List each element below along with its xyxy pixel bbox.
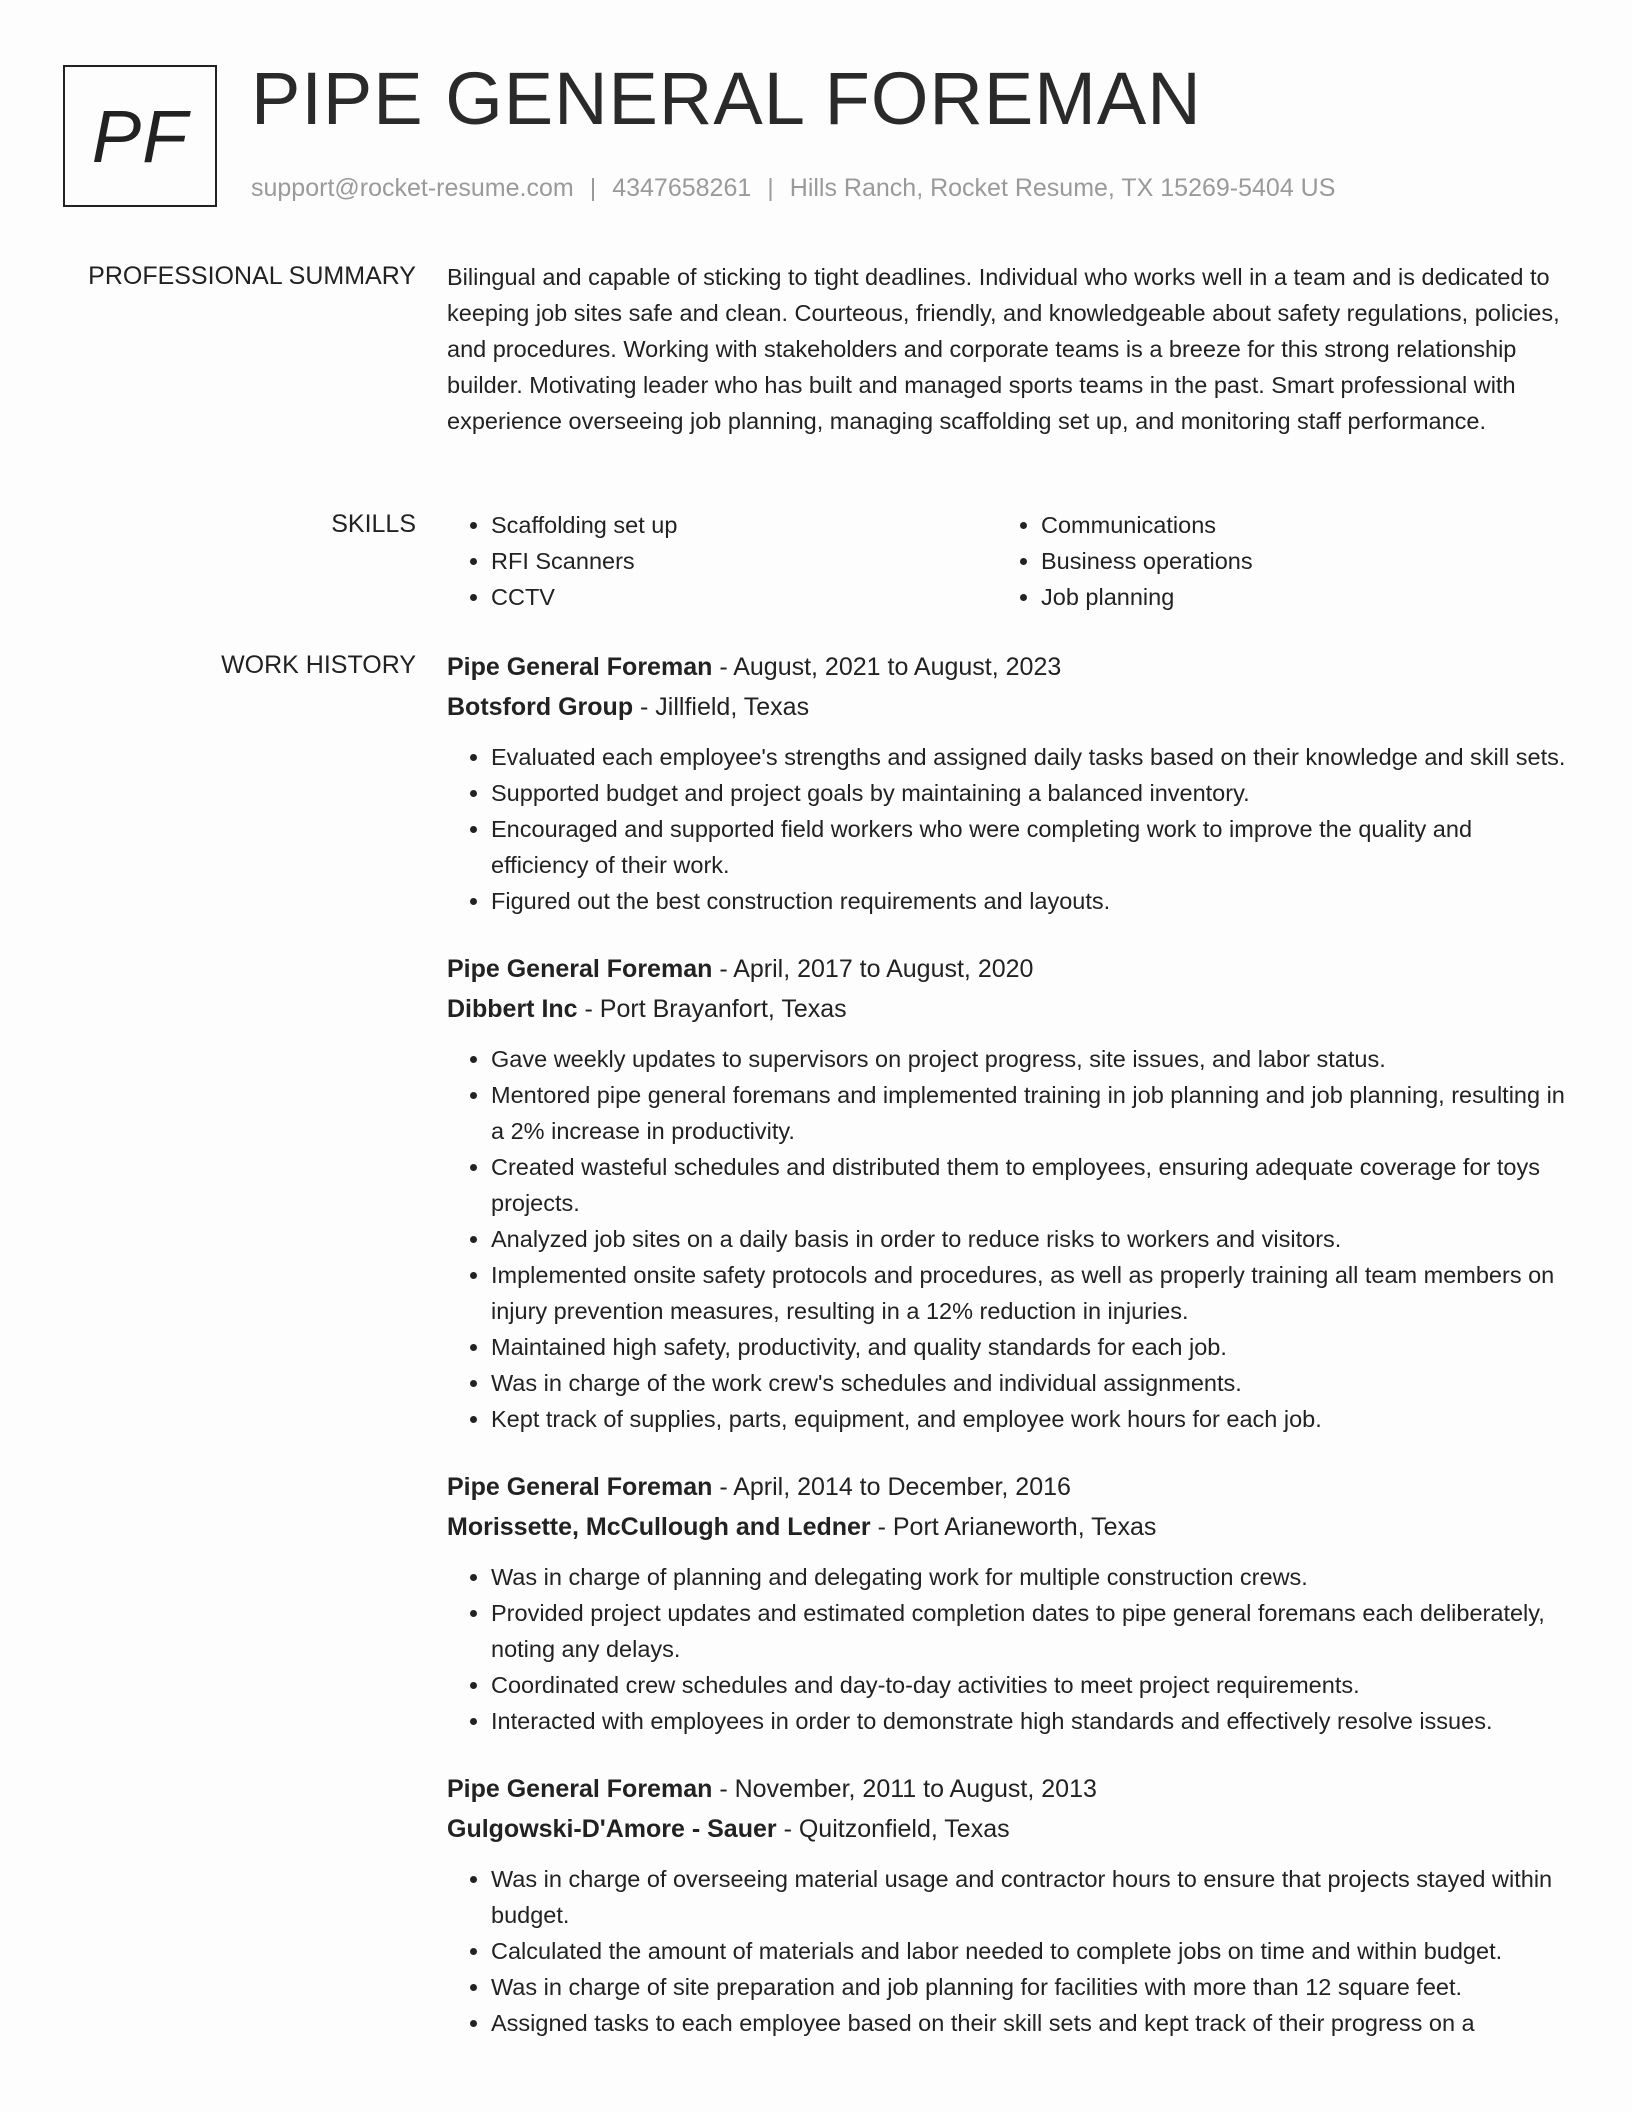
contact-line <box>251 174 1335 203</box>
contact-phone[interactable]: 4347658261 <box>612 174 752 202</box>
skills-section <box>447 507 1567 615</box>
job-company-line <box>447 687 1567 727</box>
job-duty-item: • Kept track of supplies, parts, equipment, and employee work hours for each job. <box>491 1401 1567 1437</box>
job-company-line <box>447 1507 1567 1547</box>
job-duty-item: • Was in charge of the work crew's schedules and individual assignments. <box>491 1365 1567 1401</box>
summary-section <box>447 259 1567 439</box>
monogram-logo: PF <box>63 65 217 207</box>
job-entry <box>447 647 1567 919</box>
summary-text: Bilingual and capable of sticking to tight deadlines. Individual who works well in a team and is dedicated to keeping job sites safe and clean. Courteous, friendly, and knowledgeable about safety regulations, policies, and procedures. Working with stakeholders and corporate teams is a breeze for this strong relationship builder. Motivating leader who has built and managed sports teams in the past. Smart professional with experience overseeing job planning, managing scaffolding set up, and monitoring staff performance. <box>447 264 1560 434</box>
skill-item: • Communications <box>1041 507 1547 543</box>
job-company: Dibbert Inc <box>447 995 578 1023</box>
job-entry <box>447 949 1567 1437</box>
job-company: Gulgowski-D'Amore - Sauer <box>447 1815 777 1843</box>
contact-address: Hills Ranch, Rocket Resume, TX 15269-5404 US <box>789 174 1336 202</box>
job-duty-item: • Provided project updates and estimated completion dates to pipe general foremans each deliberately, noting any delays. <box>491 1595 1567 1667</box>
skills-column-1 <box>447 507 997 615</box>
job-company-line <box>447 989 1567 1029</box>
job-entry <box>447 1769 1567 2041</box>
job-duty-item: • Analyzed job sites on a daily basis in order to reduce risks to workers and visitors. <box>491 1221 1567 1257</box>
job-title-line <box>447 949 1567 989</box>
job-duty-item: • Assigned tasks to each employee based on their skill sets and kept track of their progress on a <box>491 2005 1567 2041</box>
job-duty-item: • Calculated the amount of materials and labor needed to complete jobs on time and within budget. <box>491 1933 1567 1969</box>
job-title: Pipe General Foreman <box>447 1775 713 1803</box>
job-location: - Port Brayanfort, Texas <box>577 995 847 1023</box>
job-duty-item: • Encouraged and supported field workers who were completing work to improve the quality and efficiency of their work. <box>491 811 1567 883</box>
job-duty-item: • Figured out the best construction requirements and layouts. <box>491 883 1567 919</box>
job-duty-item: • Implemented onsite safety protocols and procedures, as well as properly training all team members on injury prevention measures, resulting in a 12% reduction in injuries. <box>491 1257 1567 1329</box>
job-duty-item: • Mentored pipe general foremans and implemented training in job planning and job planning, resulting in a 2% increase in productivity. <box>491 1077 1567 1149</box>
job-company: Morissette, McCullough and Ledner <box>447 1513 871 1541</box>
summary-section-label: PROFESSIONAL SUMMARY <box>88 262 416 290</box>
contact-email[interactable]: support@rocket-resume.com <box>251 174 574 202</box>
skills-grid <box>447 507 1567 615</box>
job-location: - Jillfield, Texas <box>633 693 810 721</box>
job-duty-item: • Evaluated each employee's strengths and assigned daily tasks based on their knowledge and skill sets. <box>491 739 1567 775</box>
job-title: Pipe General Foreman <box>447 1473 713 1501</box>
job-duty-item: • Supported budget and project goals by maintaining a balanced inventory. <box>491 775 1567 811</box>
candidate-name: PIPE GENERAL FOREMAN <box>251 57 1202 140</box>
job-dates: - August, 2021 to August, 2023 <box>712 653 1062 681</box>
job-duty-item: • Coordinated crew schedules and day-to-day activities to meet project requirements. <box>491 1667 1567 1703</box>
job-duty-item: • Created wasteful schedules and distributed them to employees, ensuring adequate coverage for toys projects. <box>491 1149 1567 1221</box>
job-duty-item: • Was in charge of planning and delegating work for multiple construction crews. <box>491 1559 1567 1595</box>
skills-column-2 <box>997 507 1547 615</box>
job-dates: - November, 2011 to August, 2013 <box>712 1775 1097 1803</box>
work-history-section <box>447 647 1567 2071</box>
job-title-line <box>447 1467 1567 1507</box>
skill-item: • Scaffolding set up <box>491 507 997 543</box>
job-duty-item: • Was in charge of site preparation and job planning for facilities with more than 12 square feet. <box>491 1969 1567 2005</box>
job-duties-list <box>447 1861 1567 2041</box>
job-title-line <box>447 1769 1567 1809</box>
job-dates: - April, 2017 to August, 2020 <box>712 955 1034 983</box>
job-company-line <box>447 1809 1567 1849</box>
job-duty-item: • Maintained high safety, productivity, and quality standards for each job. <box>491 1329 1567 1365</box>
job-duty-item: • Gave weekly updates to supervisors on project progress, site issues, and labor status. <box>491 1041 1567 1077</box>
job-company: Botsford Group <box>447 693 634 721</box>
job-location: - Port Arianeworth, Texas <box>870 1513 1157 1541</box>
contact-separator: | <box>767 174 774 202</box>
work-history-section-label: WORK HISTORY <box>221 651 416 679</box>
job-title: Pipe General Foreman <box>447 653 713 681</box>
job-duties-list <box>447 1041 1567 1437</box>
job-entry <box>447 1467 1567 1739</box>
skills-section-label: SKILLS <box>331 510 416 538</box>
job-duties-list <box>447 739 1567 919</box>
skill-item: • Business operations <box>1041 543 1547 579</box>
job-dates: - April, 2014 to December, 2016 <box>712 1473 1071 1501</box>
job-duty-item: • Interacted with employees in order to demonstrate high standards and effectively resolve issues. <box>491 1703 1567 1739</box>
job-duty-item: • Was in charge of overseeing material usage and contractor hours to ensure that projects stayed within budget. <box>491 1861 1567 1933</box>
skill-item: • RFI Scanners <box>491 543 997 579</box>
skill-item: • Job planning <box>1041 579 1547 615</box>
contact-separator: | <box>589 174 597 202</box>
job-duties-list <box>447 1559 1567 1739</box>
skill-item: • CCTV <box>491 579 997 615</box>
job-title-line <box>447 647 1567 687</box>
job-title: Pipe General Foreman <box>447 955 713 983</box>
job-location: - Quitzonfield, Texas <box>776 1815 1010 1843</box>
